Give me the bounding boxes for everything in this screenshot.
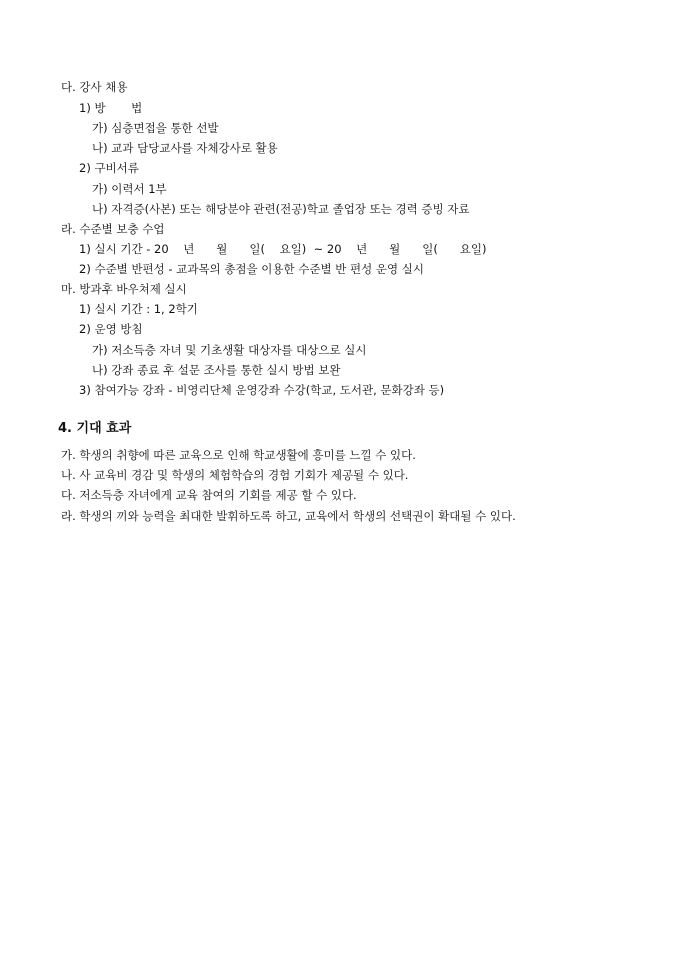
subitem-certificate: 나) 자격증(사본) 또는 해당분야 관련(전공)학교 졸업장 또는 경력 증빙 자료 — [92, 202, 470, 216]
section-voucher: 마. 방과후 바우쳐제 실시 — [61, 282, 187, 296]
section-level-class: 라. 수준별 보충 수업 — [61, 222, 165, 236]
item-level-grouping: 2) 수준별 반편성 - 교과목의 총점을 이용한 수준별 반 편성 운영 실시 — [79, 262, 424, 276]
item-voucher-period: 1) 실시 기간 : 1, 2학기 — [79, 302, 198, 316]
effect-item: 가. 학생의 취향에 따른 교육으로 인해 학교생활에 흥미를 느낄 수 있다. — [61, 448, 416, 462]
effect-item: 라. 학생의 끼와 능력을 최대한 발휘하도록 하고, 교육에서 학생의 선택권이 확대될 수 있다. — [61, 509, 516, 523]
item-documents: 2) 구비서류 — [79, 161, 139, 175]
item-policy: 2) 운영 방침 — [79, 322, 143, 336]
item-method: 1) 방 법 — [79, 101, 143, 115]
item-period: 1) 실시 기간 - 20 년 월 일( 요일) ~ 20 년 월 일( 요일) — [79, 242, 487, 256]
item-courses: 3) 참여가능 강좌 - 비영리단체 운영강좌 수강(학교, 도서관, 문화강좌 등) — [79, 383, 445, 397]
subitem-low-income: 가) 저소득층 자녀 및 기초생활 대상자를 대상으로 실시 — [92, 343, 367, 357]
section-instructor-hiring: 다. 강사 채용 — [61, 80, 128, 94]
effect-item: 나. 사 교육비 경감 및 학생의 체험학습의 경험 기회가 제공될 수 있다. — [61, 468, 409, 482]
section-heading-expected-effects: 4. 기대 효과 — [58, 421, 132, 436]
subitem-survey: 나) 강좌 종료 후 설문 조사를 통한 실시 방법 보완 — [92, 363, 341, 377]
subitem-resume: 가) 이력서 1부 — [92, 182, 167, 196]
subitem-interview: 가) 심층면접을 통한 선발 — [92, 121, 219, 135]
effect-item: 다. 저소득층 자녀에게 교육 참여의 기회를 제공 할 수 있다. — [61, 488, 357, 502]
subitem-teacher-instructor: 나) 교과 담당교사를 자체강사로 활용 — [92, 141, 278, 155]
